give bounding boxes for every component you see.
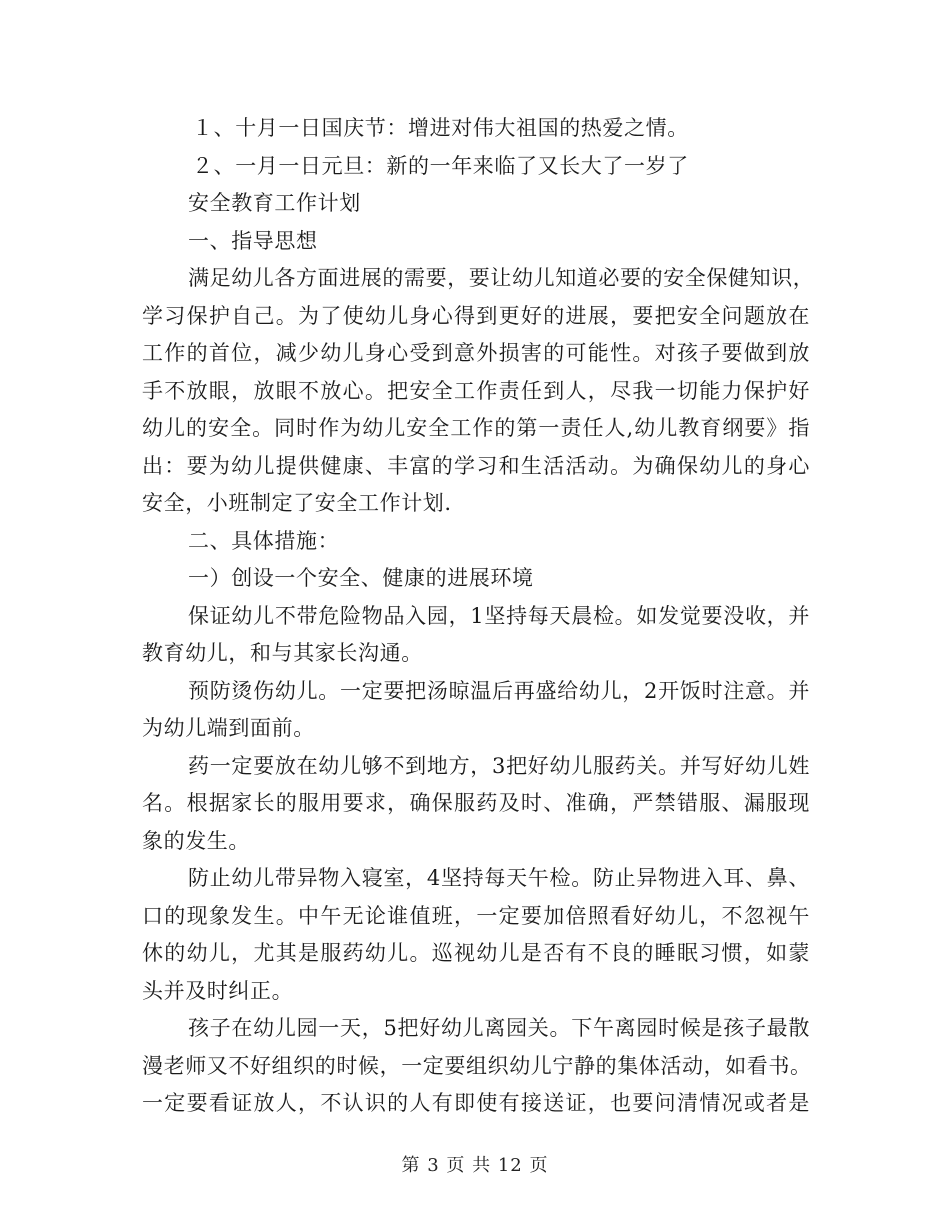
text-line: ２、一月一日元旦：新的一年来临了又长大了一岁了 — [192, 153, 689, 178]
text-line: 名。根据家长的服用要求，确保服药及时、准确，严禁错服、漏服现 — [142, 791, 810, 815]
text-line: 保证幼儿不带危险物品入园，1坚持每天晨检。如发觉要没收，并 — [188, 603, 810, 628]
text-line: 孩子在幼儿园一天，5把好幼儿离园关。下午离园时候是孩子最散 — [188, 1016, 810, 1040]
text-line: 口的现象发生。中午无论谁值班，一定要加倍照看好幼儿，不忽视午 — [142, 903, 810, 928]
text-line: 漫老师又不好组织的时候，一定要组织幼儿宁静的集体活动，如看书。 — [142, 1053, 812, 1078]
text-line: 药一定要放在幼儿够不到地方，3把好幼儿服药关。并写好幼儿姓 — [188, 753, 810, 778]
text-line: 学习保护自己。为了使幼儿身心得到更好的进展，要把安全问题放在 — [142, 303, 810, 328]
text-line: 手不放眼，放眼不放心。把安全工作责任到人，尽我一切能力保护好 — [142, 378, 810, 403]
text-line: 教育幼儿，和与其家长沟通。 — [142, 641, 423, 665]
text-line: 幼儿的安全。同时作为幼儿安全工作的第一责任人,幼儿教育纲要》指 — [142, 416, 810, 440]
text-line: 休的幼儿，尤其是服药幼儿。巡视幼儿是否有不良的睡眠习惯，如蒙 — [142, 941, 810, 965]
text-line: 为幼儿端到面前。 — [142, 716, 315, 740]
text-line: 出：要为幼儿提供健康、丰富的学习和生活活动。为确保幼儿的身心 — [142, 453, 810, 478]
text-line: 满足幼儿各方面进展的需要，要让幼儿知道必要的安全保健知识， — [188, 266, 815, 290]
text-line: 安全，小班制定了安全工作计划. — [142, 491, 452, 515]
text-line: 头并及时纠正。 — [142, 978, 294, 1003]
text-line: 一、指导思想 — [188, 228, 318, 253]
text-line: 象的发生。 — [142, 828, 250, 853]
page-footer: 第 3 页 共 12 页 — [401, 1155, 549, 1176]
text-line: 预防烫伤幼儿。一定要把汤晾温后再盛给幼儿，2开饭时注意。并 — [188, 678, 810, 703]
text-line: 一）创设一个安全、健康的进展环境 — [188, 566, 534, 590]
text-line: 一定要看证放人，不认识的人有即使有接送证，也要问清情况或者是 — [142, 1091, 810, 1115]
document-body — [142, 110, 815, 1123]
text-line: 二、具体措施： — [188, 528, 340, 553]
text-line: 防止幼儿带异物入寝室，4坚持每天午检。防止异物进入耳、鼻、 — [188, 866, 810, 890]
text-line: 工作的首位，减少幼儿身心受到意外损害的可能性。对孩子要做到放 — [142, 341, 810, 365]
text-line: １、十月一日国庆节：增进对伟大祖国的热爱之情。 — [192, 116, 689, 140]
text-line: 安全教育工作计划 — [188, 191, 361, 215]
